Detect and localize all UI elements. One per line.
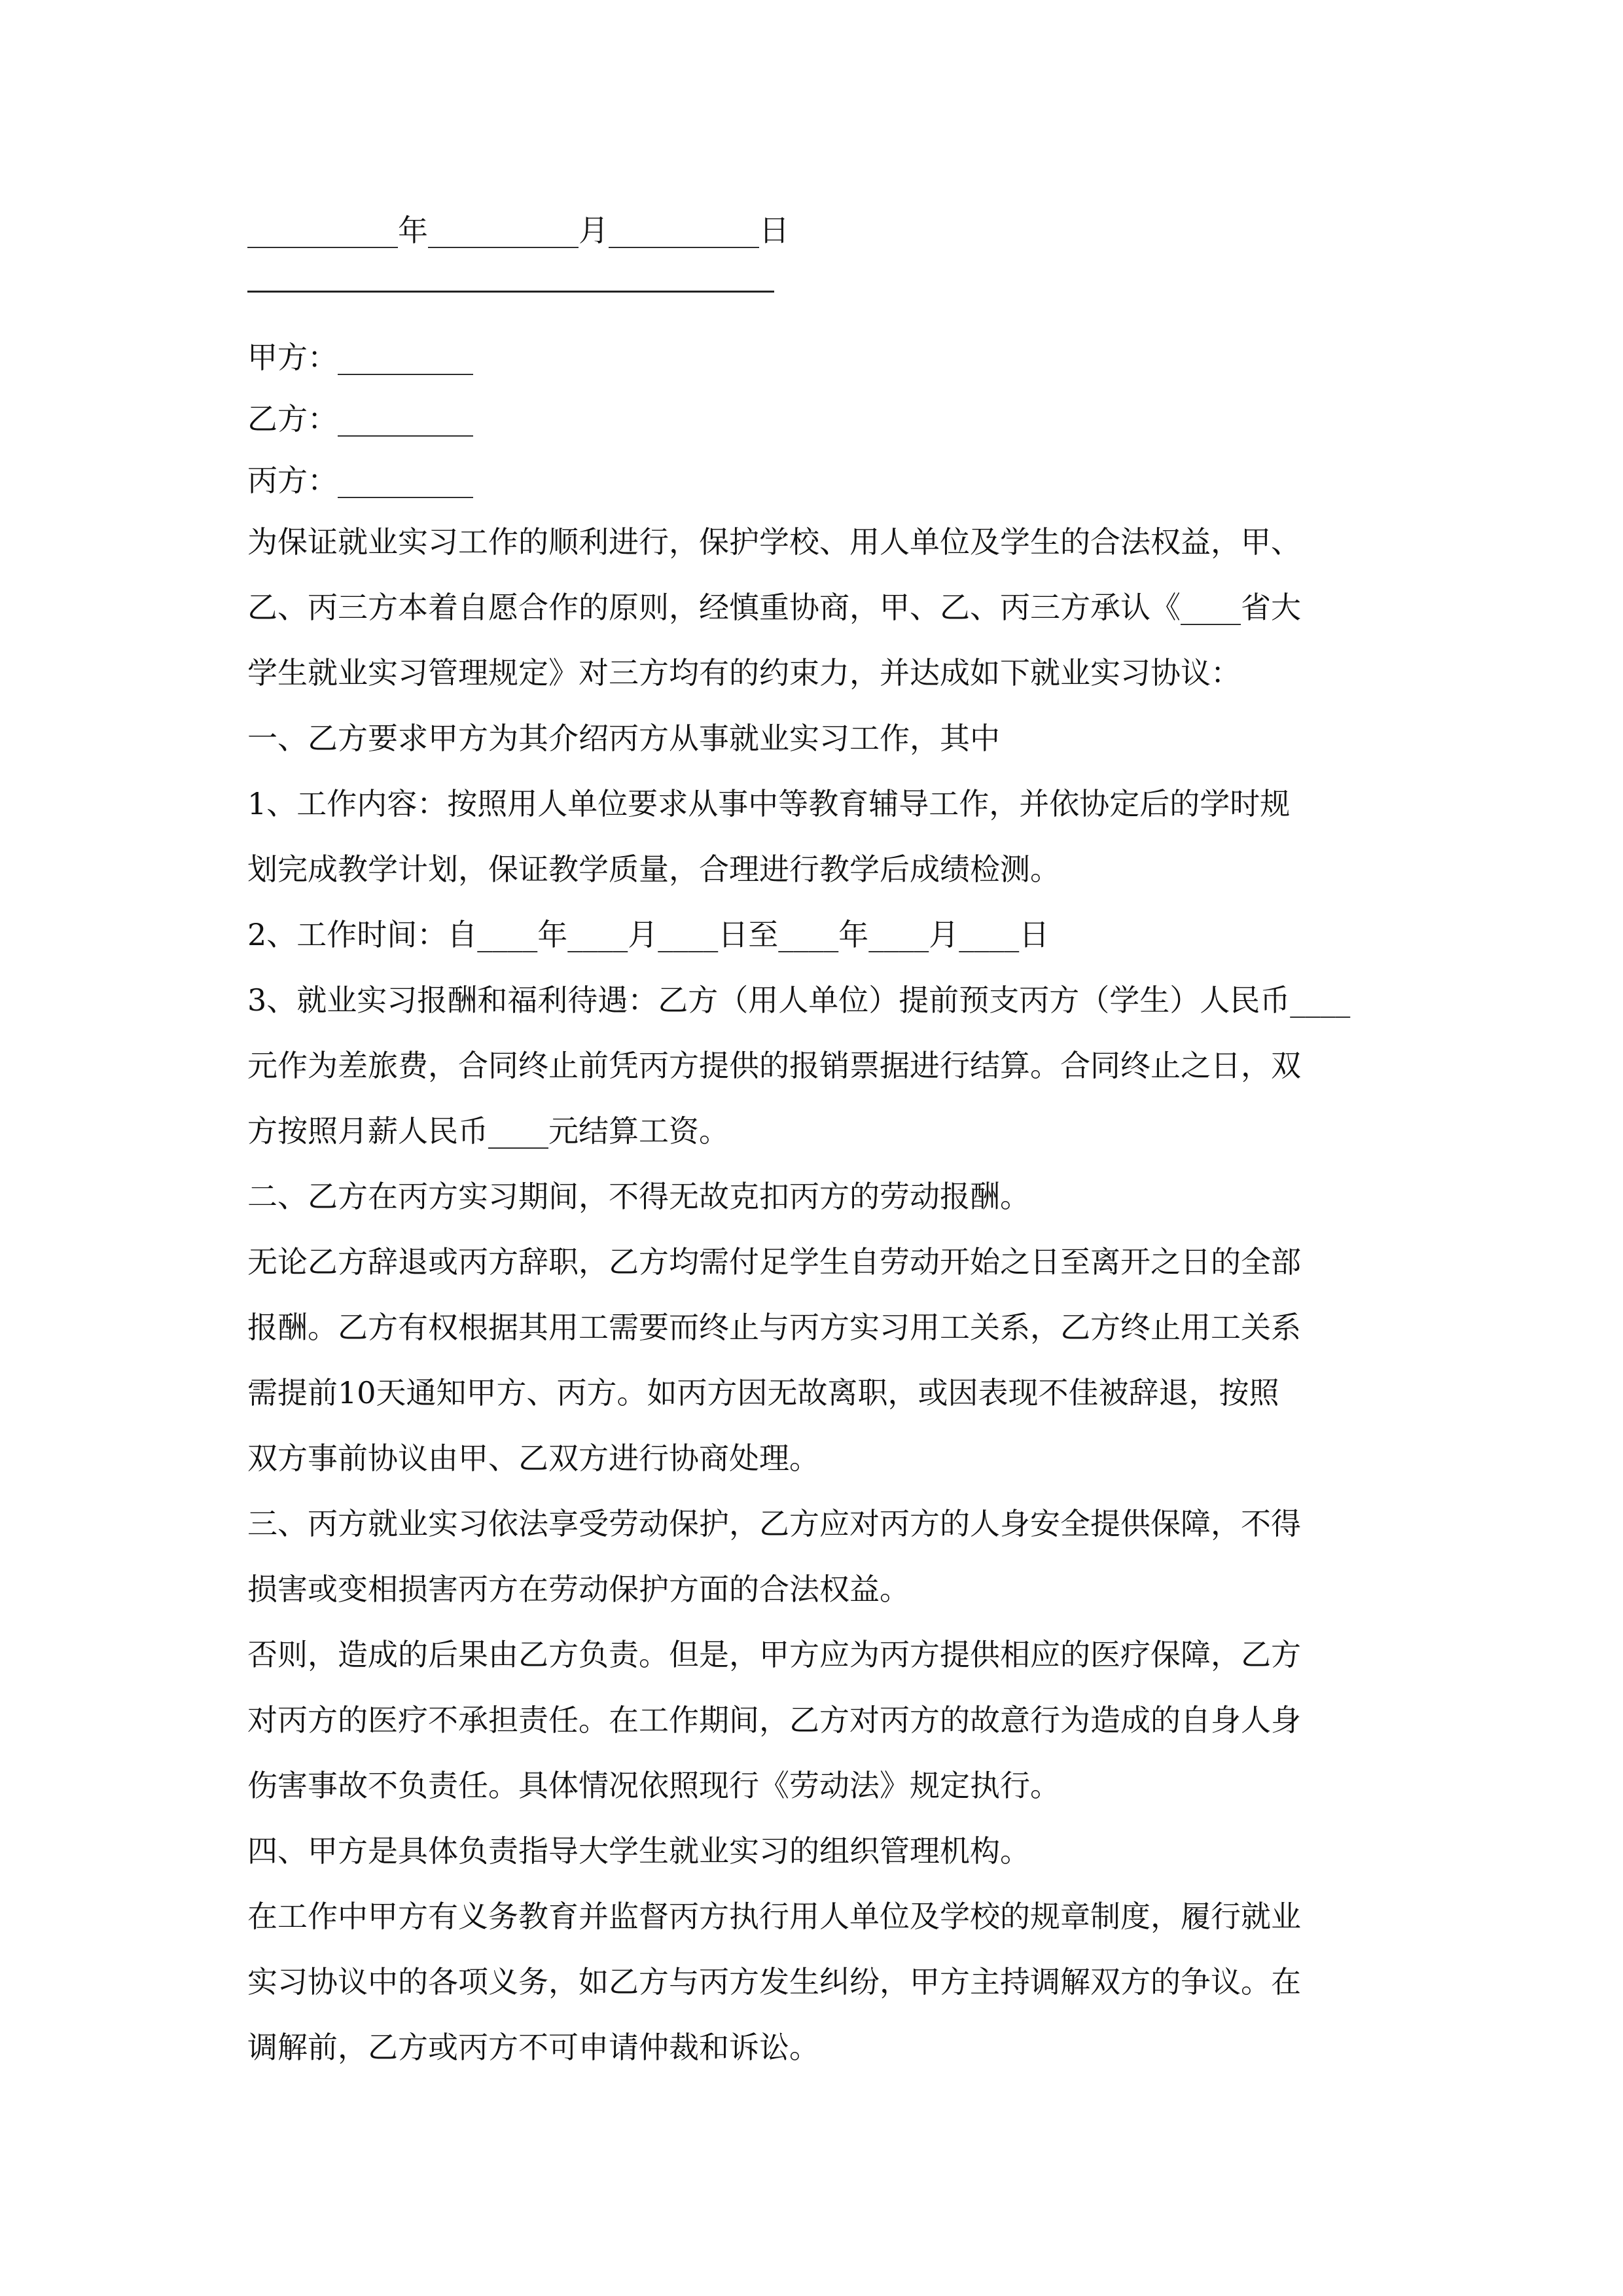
body-line: 伤害事故不负责任。具体情况依照现行《劳动法》规定执行。 bbox=[247, 1768, 1060, 1803]
clause-heading: 四、甲方是具体负责指导大学生就业实习的组织管理机构。 bbox=[247, 1833, 1030, 1869]
body-line: 损害或变相损害丙方在劳动保护方面的合法权益。 bbox=[247, 1571, 910, 1607]
body-line: 调解前，乙方或丙方不可申请仲裁和诉讼。 bbox=[247, 2030, 819, 2065]
body-line: 方按照月薪人民币____元结算工资。 bbox=[247, 1113, 729, 1149]
body-line: 学生就业实习管理规定》对三方均有的约束力，并达成如下就业实习协议： bbox=[247, 655, 1241, 691]
body-line: 3、就业实习报酬和福利待遇：乙方（用人单位）提前预支丙方（学生）人民币____ bbox=[247, 982, 1351, 1018]
body-line: 报酬。乙方有权根据其用工需要而终止与丙方实习用工关系，乙方终止用工关系 bbox=[247, 1310, 1301, 1345]
body-line: 乙、丙三方本着自愿合作的原则，经慎重协商，甲、乙、丙三方承认《____省大 bbox=[247, 590, 1301, 625]
date-line: __________年__________月__________日 bbox=[247, 213, 789, 248]
body-line: 1、工作内容：按照用人单位要求从事中等教育辅导工作，并依协定后的学时规 bbox=[247, 786, 1291, 821]
party-b-line: 乙方：_________ bbox=[247, 401, 473, 437]
body-line: 无论乙方辞退或丙方辞职，乙方均需付足学生自劳动开始之日至离开之日的全部 bbox=[247, 1244, 1301, 1280]
party-c-line: 丙方：_________ bbox=[247, 463, 473, 498]
body-line: 双方事前协议由甲、乙双方进行协商处理。 bbox=[247, 1441, 819, 1476]
body-line: 否则，造成的后果由乙方负责。但是，甲方应为丙方提供相应的医疗保障，乙方 bbox=[247, 1637, 1301, 1672]
body-line: 实习协议中的各项义务，如乙方与丙方发生纠纷，甲方主持调解双方的争议。在 bbox=[247, 1964, 1301, 2000]
clause-heading: 三、丙方就业实习依法享受劳动保护，乙方应对丙方的人身安全提供保障，不得 bbox=[247, 1506, 1301, 1541]
body-line: 在工作中甲方有义务教育并监督丙方执行用人单位及学校的规章制度，履行就业 bbox=[247, 1899, 1301, 1934]
clause-heading: 一、乙方要求甲方为其介绍丙方从事就业实习工作，其中 bbox=[247, 721, 1000, 756]
body-line: 划完成教学计划，保证教学质量，合理进行教学后成绩检测。 bbox=[247, 852, 1060, 887]
body-line: 为保证就业实习工作的顺利进行，保护学校、用人单位及学生的合法权益，甲、 bbox=[247, 524, 1301, 560]
dash-separator bbox=[247, 291, 774, 293]
party-a-line: 甲方：_________ bbox=[247, 340, 473, 375]
body-line: 需提前10天通知甲方、丙方。如丙方因无故离职，或因表现不佳被辞退，按照 bbox=[247, 1375, 1279, 1410]
body-line: 元作为差旅费，合同终止前凭丙方提供的报销票据进行结算。合同终止之日，双 bbox=[247, 1048, 1301, 1083]
body-line: 对丙方的医疗不承担责任。在工作期间，乙方对丙方的故意行为造成的自身人身 bbox=[247, 1702, 1301, 1738]
clause-heading: 二、乙方在丙方实习期间，不得无故克扣丙方的劳动报酬。 bbox=[247, 1179, 1030, 1214]
body-line: 2、工作时间：自____年____月____日至____年____月____日 bbox=[247, 917, 1050, 952]
